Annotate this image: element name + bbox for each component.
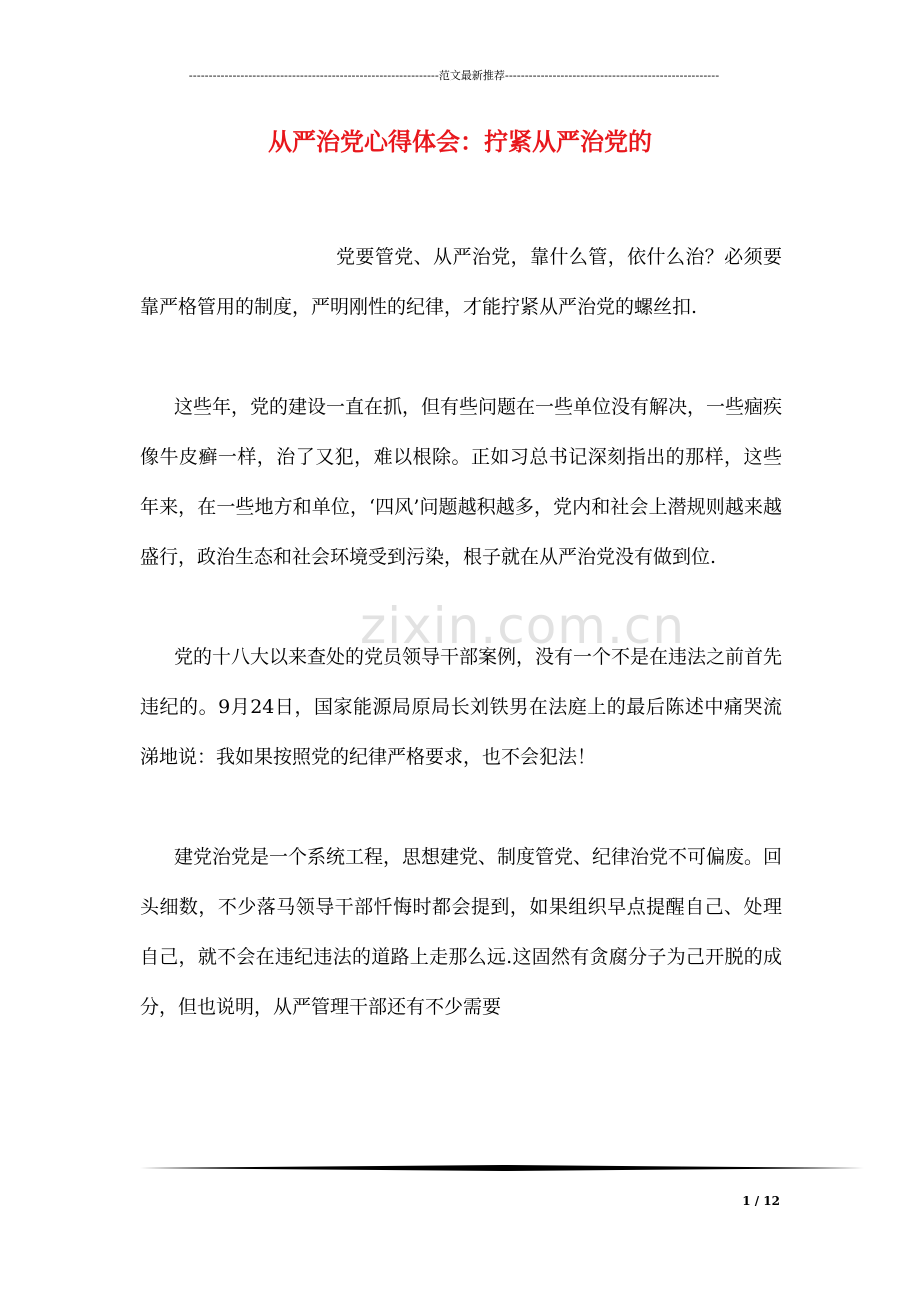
paragraph-4: 建党治党是一个系统工程，思想建党、制度管党、纪律治党不可偏废。回头细数，不少落马领导干部忏悔时都会提到，如果组织早点提醒自己、处理自己，就不会在违纪违法的道路上走那么远.这固然有贪腐分子为己开脱的成分，但也说明，从严管理干部还有不少需要	[140, 846, 783, 1018]
document-title: 从严治党心得体会：拧紧从严治党的	[268, 128, 652, 156]
footer-rule	[140, 1165, 864, 1171]
header-banner: ---------------------------------------------------------------范文最新推荐------------------------------------------------------	[188, 69, 720, 82]
paragraph-3: 党的十八大以来查处的党员领导干部案例，没有一个不是在违法之前首先违纪的。9月24日，国家能源局原局长刘铁男在法庭上的最后陈述中痛哭流涕地说：我如果按照党的纪律严格要求，也不会犯法！	[140, 646, 783, 768]
document-body	[140, 232, 782, 1082]
paragraph-1: 党要管党、从严治党，靠什么管，依什么治？必须要靠严格管用的制度，严明刚性的纪律，才能拧紧从严治党的螺丝扣.	[140, 246, 782, 318]
paragraph-2: 这些年，党的建设一直在抓，但有些问题在一些单位没有解决，一些痼疾像牛皮癣一样，治了又犯，难以根除。正如习总书记深刻指出的那样，这些年来，在一些地方和单位，‘四风’问题越积越多，党内和社会上潜规则越来越盛行，政治生态和社会环境受到污染，根子就在从严治党没有做到位.	[140, 396, 783, 568]
watermark: zixin.com.cn	[360, 597, 686, 655]
page-number: 1 / 12	[742, 1194, 780, 1208]
